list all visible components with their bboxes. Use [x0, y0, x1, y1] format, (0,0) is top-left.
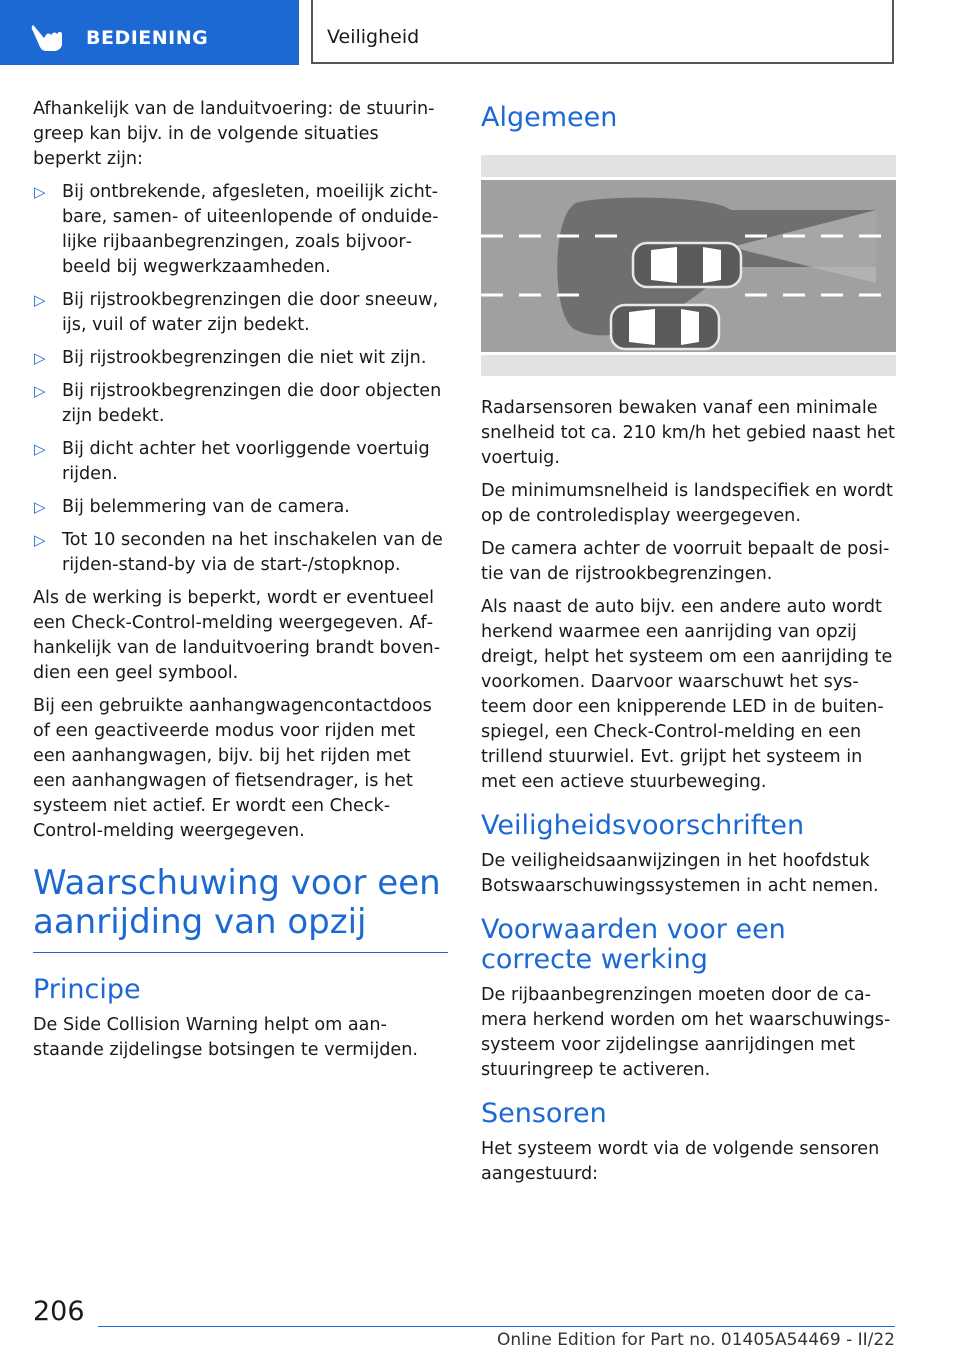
section-label: BEDIENING [86, 27, 209, 49]
list-item: ▷ Bij rijstrookbegrenzingen die door sneeuw, ijs, vuil of water zijn bedekt. [34, 290, 439, 335]
right-column [481, 97, 896, 1195]
edition-footer: Online Edition for Part no. 01405A54469 - II/22 [496, 1330, 895, 1350]
list-item: ▷ Bij rijstrookbegrenzingen die door objecten zijn bedekt. [34, 381, 442, 426]
adjacent-car-icon [611, 305, 719, 349]
ego-car-icon [633, 243, 741, 287]
sensoren-heading: Sensoren [481, 1098, 607, 1129]
voorwaarden-heading: Voorwaarden voor een correcte werking [481, 914, 786, 975]
chapter-label: Veiligheid [327, 26, 420, 48]
intro-paragraph: Afhankelijk van de landuitvoering: de stuuringreep kan bijv. in de volgende situaties beperkt zijn: [33, 99, 435, 169]
list-item: ▷ Bij dicht achter het voorliggende voertuig rijden. [34, 439, 430, 484]
left-column [33, 97, 448, 1071]
page-number: 206 [33, 1296, 85, 1327]
triangle-bullet-icon: ▷ [34, 382, 46, 400]
list-item: ▷ Bij rijstrookbegrenzingen die niet wit zijn. [33, 346, 448, 371]
triangle-bullet-icon: ▷ [34, 498, 46, 516]
triangle-bullet-icon: ▷ [34, 531, 46, 549]
footer-divider [98, 1326, 895, 1327]
triangle-bullet-icon: ▷ [34, 291, 46, 309]
pointing-hand-icon [30, 22, 70, 52]
veiligheid-heading: Veiligheidsvoorschriften [481, 810, 805, 841]
principe-heading: Principe [33, 974, 141, 1005]
warning-paragraph: Als naast de auto bijv. een andere auto wordt herkend waarmee een aanrijding van opzij dreigt, helpt het systeem om een aanrijding te voorkomen. Daarvoor waarschuwt het systeem door een knipperende LED in de buitenspiegel, een Check-Control-melding en een trillend stuurwiel. Evt. grijpt het systeem in met een actieve stuurbeweging. [481, 597, 893, 792]
sensoren-paragraph: Het systeem wordt via de volgende sensoren aangestuurd: [481, 1139, 880, 1184]
triangle-bullet-icon: ▷ [34, 440, 46, 458]
list-item: ▷ Tot 10 seconden na het inschakelen van de rijden-stand-by via de start-/stopknop. [34, 530, 443, 575]
triangle-bullet-icon: ▷ [34, 183, 46, 201]
section-heading: Waarschuwing voor een aanrijding van opzij [33, 864, 448, 953]
triangle-bullet-icon: ▷ [34, 349, 46, 367]
voorwaarden-paragraph: De rijbaanbegrenzingen moeten door de camera herkend worden om het waarschuwingssysteem voor zijdelingse aanrijdingen met stuuringreep te activeren. [481, 985, 891, 1080]
check-control-paragraph: Als de werking is beperkt, wordt er eventueel een Check-Control-melding weergegeven. Afhankelijk van de landuitvoering brandt bovendien een geel symbool. [33, 588, 441, 683]
radar-paragraph: Radarsensoren bewaken vanaf een minimale snelheid tot ca. 210 km/h het gebied naast het voertuig. [481, 398, 895, 468]
veiligheid-paragraph: De veiligheidsaanwijzingen in het hoofdstuk Botswaarschuwingssystemen in acht nemen. [481, 851, 879, 896]
trailer-paragraph: Bij een gebruikte aanhangwagencontactdoos of een geactiveerde modus voor rijden met een aanhangwagen, bijv. bij het rijden met een aanhangwagen of fietsendrager, is het systeem niet actief. Er wordt een Check-Control-melding weergegeven. [33, 696, 432, 841]
principe-paragraph: De Side Collision Warning helpt om aanstaande zijdelingse botsingen te vermijden. [33, 1015, 418, 1060]
limitations-list [33, 180, 448, 578]
section-tab [0, 0, 299, 65]
algemeen-heading: Algemeen [481, 102, 618, 133]
side-collision-illustration [481, 155, 896, 376]
min-speed-paragraph: De minimumsnelheid is landspecifiek en wordt op de controledisplay weergegeven. [481, 481, 893, 526]
camera-paragraph: De camera achter de voorruit bepaalt de positie van de rijstrookbegrenzingen. [481, 539, 890, 584]
chapter-tab [311, 0, 894, 64]
list-item: ▷ Bij belemmering van de camera. [33, 495, 448, 520]
list-item: ▷ Bij ontbrekende, afgesleten, moeilijk zichtbare, samen- of uiteenlopende of onduidelijke rijbaanbegrenzingen, zoals bijvoorbeeld bij wegwerkzaamheden. [34, 182, 439, 277]
